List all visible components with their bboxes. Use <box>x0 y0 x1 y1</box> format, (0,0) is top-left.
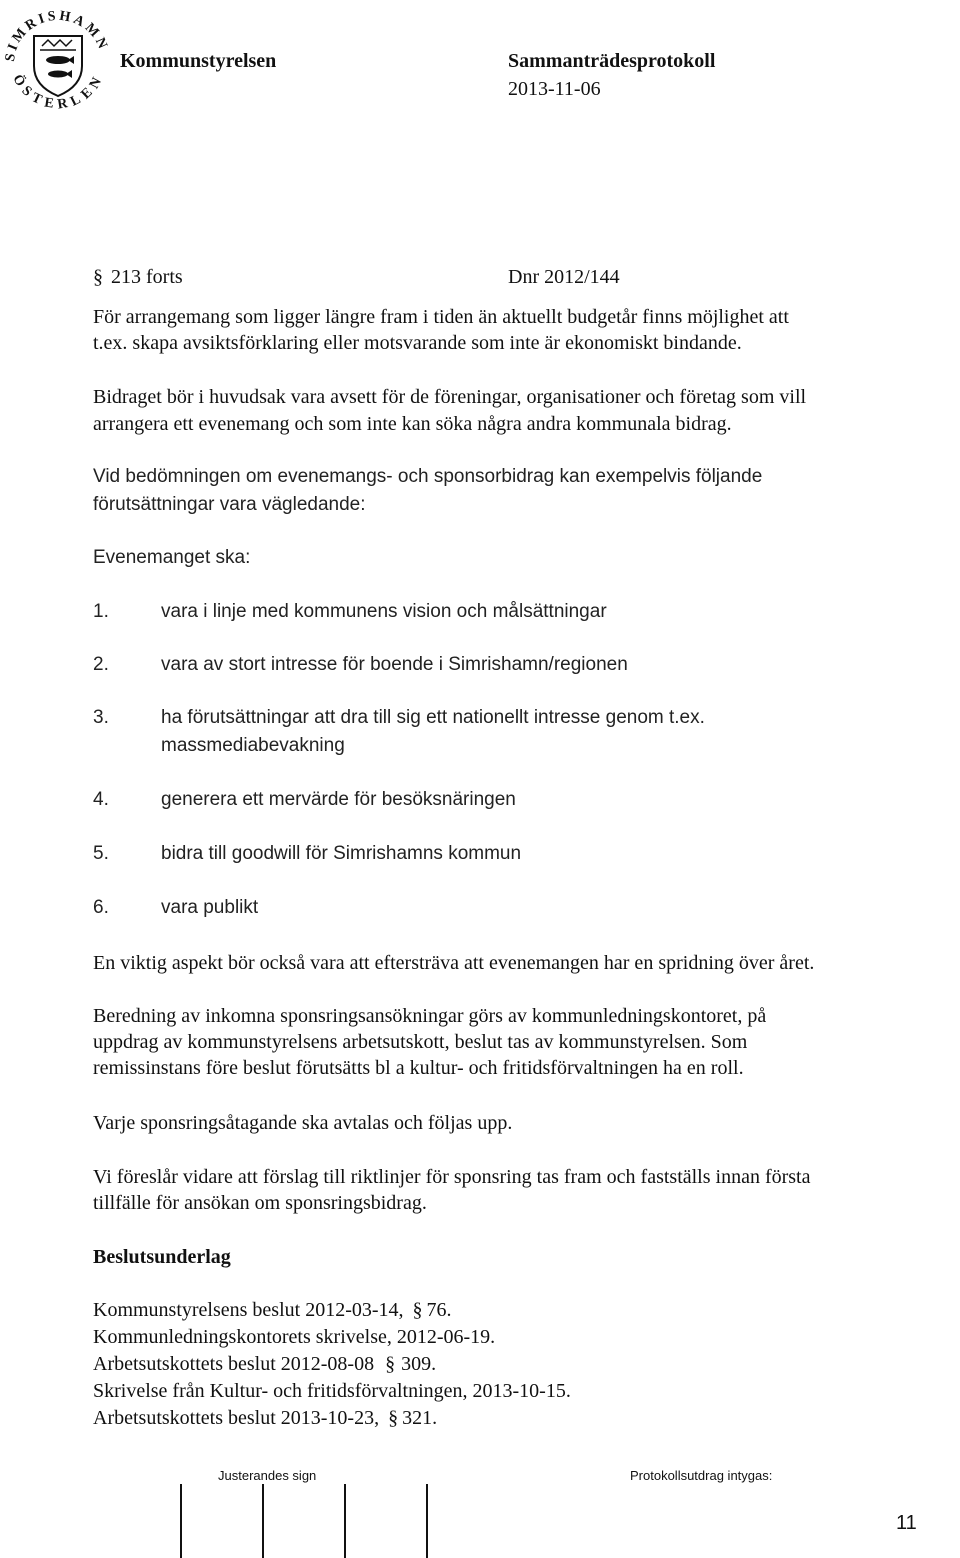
item-text-continued: massmediabevakning <box>161 735 345 756</box>
paragraph-varje: Varje sponsringsåtagande ska avtalas och följas upp. <box>93 1112 513 1134</box>
signature-box-divider <box>180 1484 182 1558</box>
criteria-list-item <box>93 894 258 922</box>
item-number: 4. <box>93 789 109 810</box>
text-line: Beredning av inkomna sponsringsansökningar görs av kommunledningskontoret, på <box>93 1005 767 1027</box>
paragraph-sign: § <box>93 266 103 288</box>
paragraph-beredning <box>93 1003 766 1081</box>
item-text: ha förutsättningar att dra till sig ett nationellt intresse genom t.ex. <box>161 707 705 728</box>
criteria-list-item <box>93 840 521 868</box>
page-number: 11 <box>896 1512 917 1534</box>
signature-box-divider <box>426 1484 428 1558</box>
criteria-list-item <box>93 786 516 814</box>
beslutsunderlag-list <box>93 1297 571 1432</box>
item-text: Arbetsutskottets beslut 2013-10-23, <box>93 1407 380 1429</box>
list-item <box>93 1324 571 1351</box>
criteria-intro: Vid bedömningen om evenemangs- och sponsorbidrag kan exempelvis följande <box>93 466 763 487</box>
section-heading <box>93 264 183 290</box>
paragraph-proposal <box>93 1164 811 1216</box>
list-item <box>93 1378 571 1405</box>
item-text: vara av stort intresse för boende i Simrishamn/regionen <box>161 654 628 675</box>
item-number: 6. <box>93 897 109 918</box>
item-number: 1. <box>93 601 109 622</box>
item-number: 3. <box>93 707 109 728</box>
list-item <box>93 1405 571 1432</box>
criteria-list-item <box>93 651 628 679</box>
justerandes-sign-label: Justerandes sign <box>218 1468 317 1483</box>
item-text: Kommunledningskontorets skrivelse, 2012-06-19. <box>93 1326 496 1348</box>
logo-seal-icon <box>0 0 116 118</box>
header-organization: Kommunstyrelsen <box>120 50 277 72</box>
criteria-heading: Evenemanget ska: <box>93 547 251 568</box>
item-text: vara i linje med kommunens vision och målsättningar <box>161 601 607 622</box>
dnr-reference: Dnr 2012/144 <box>508 266 620 288</box>
list-item <box>93 1351 571 1378</box>
intro-line: Bidraget bör i huvudsak vara avsett för de föreningar, organisationer och företag som vill <box>93 386 807 408</box>
beslutsunderlag-heading: Beslutsunderlag <box>93 1246 231 1268</box>
svg-text:ÖSTERLEN: ÖSTERLEN <box>9 70 108 113</box>
item-ref: 76. <box>426 1299 452 1321</box>
item-text: generera ett mervärde för besöksnäringen <box>161 789 516 810</box>
intro-line: arrangera ett evenemang och som inte kan söka några andra kommunala bidrag. <box>93 413 732 435</box>
svg-text:SIMRISHAMN: SIMRISHAMN <box>2 8 111 63</box>
item-text: Kommunstyrelsens beslut 2012-03-14, <box>93 1299 404 1321</box>
text-line: remissinstans före beslut förutsätts bl a kultur- och fritidsförvaltningen ha en roll. <box>93 1057 744 1079</box>
section-number: 213 forts <box>111 266 183 288</box>
intro-line: t.ex. skapa avsiktsförklaring eller motsvarande som inte är ekonomiskt bindande. <box>93 332 742 354</box>
paragraph-aspect: En viktig aspekt bör också vara att eftersträva att evenemangen har en spridning över året. <box>93 952 815 974</box>
item-number: 5. <box>93 843 109 864</box>
text-line: uppdrag av kommunstyrelsens arbetsutskott, beslut tas av kommunstyrelsen. Som <box>93 1031 748 1053</box>
header-document-type: Sammanträdesprotokoll <box>508 50 716 72</box>
signature-box-divider <box>262 1484 264 1558</box>
intro-line: För arrangemang som ligger längre fram i tiden än aktuellt budgetår finns möjlighet att <box>93 306 789 328</box>
list-item <box>93 1297 571 1324</box>
item-ref: 309. <box>401 1353 437 1375</box>
signature-box-divider <box>344 1484 346 1558</box>
item-text: Skrivelse från Kultur- och fritidsförvaltningen, 2013-10-15. <box>93 1380 571 1402</box>
paragraph-sign: § <box>412 1299 423 1321</box>
item-number: 2. <box>93 654 109 675</box>
municipality-logo <box>0 0 116 118</box>
text-line: tillfälle för ansökan om sponsringsbidrag. <box>93 1192 427 1214</box>
criteria-list-item <box>93 704 705 760</box>
header-date: 2013-11-06 <box>508 78 601 100</box>
item-ref: 321. <box>402 1407 438 1429</box>
paragraph-sign: § <box>388 1407 399 1429</box>
paragraph-sign: § <box>385 1353 396 1375</box>
criteria-list-item <box>93 598 607 626</box>
item-text: Arbetsutskottets beslut 2012-08-08 <box>93 1353 375 1375</box>
text-line: Vi föreslår vidare att förslag till riktlinjer för sponsring tas fram och fastställs innan första <box>93 1166 811 1188</box>
item-text: bidra till goodwill för Simrishamns kommun <box>161 843 522 864</box>
criteria-intro: förutsättningar vara vägledande: <box>93 494 366 515</box>
item-text: vara publikt <box>161 897 259 918</box>
protokollsutdrag-label: Protokollsutdrag intygas: <box>630 1468 773 1483</box>
